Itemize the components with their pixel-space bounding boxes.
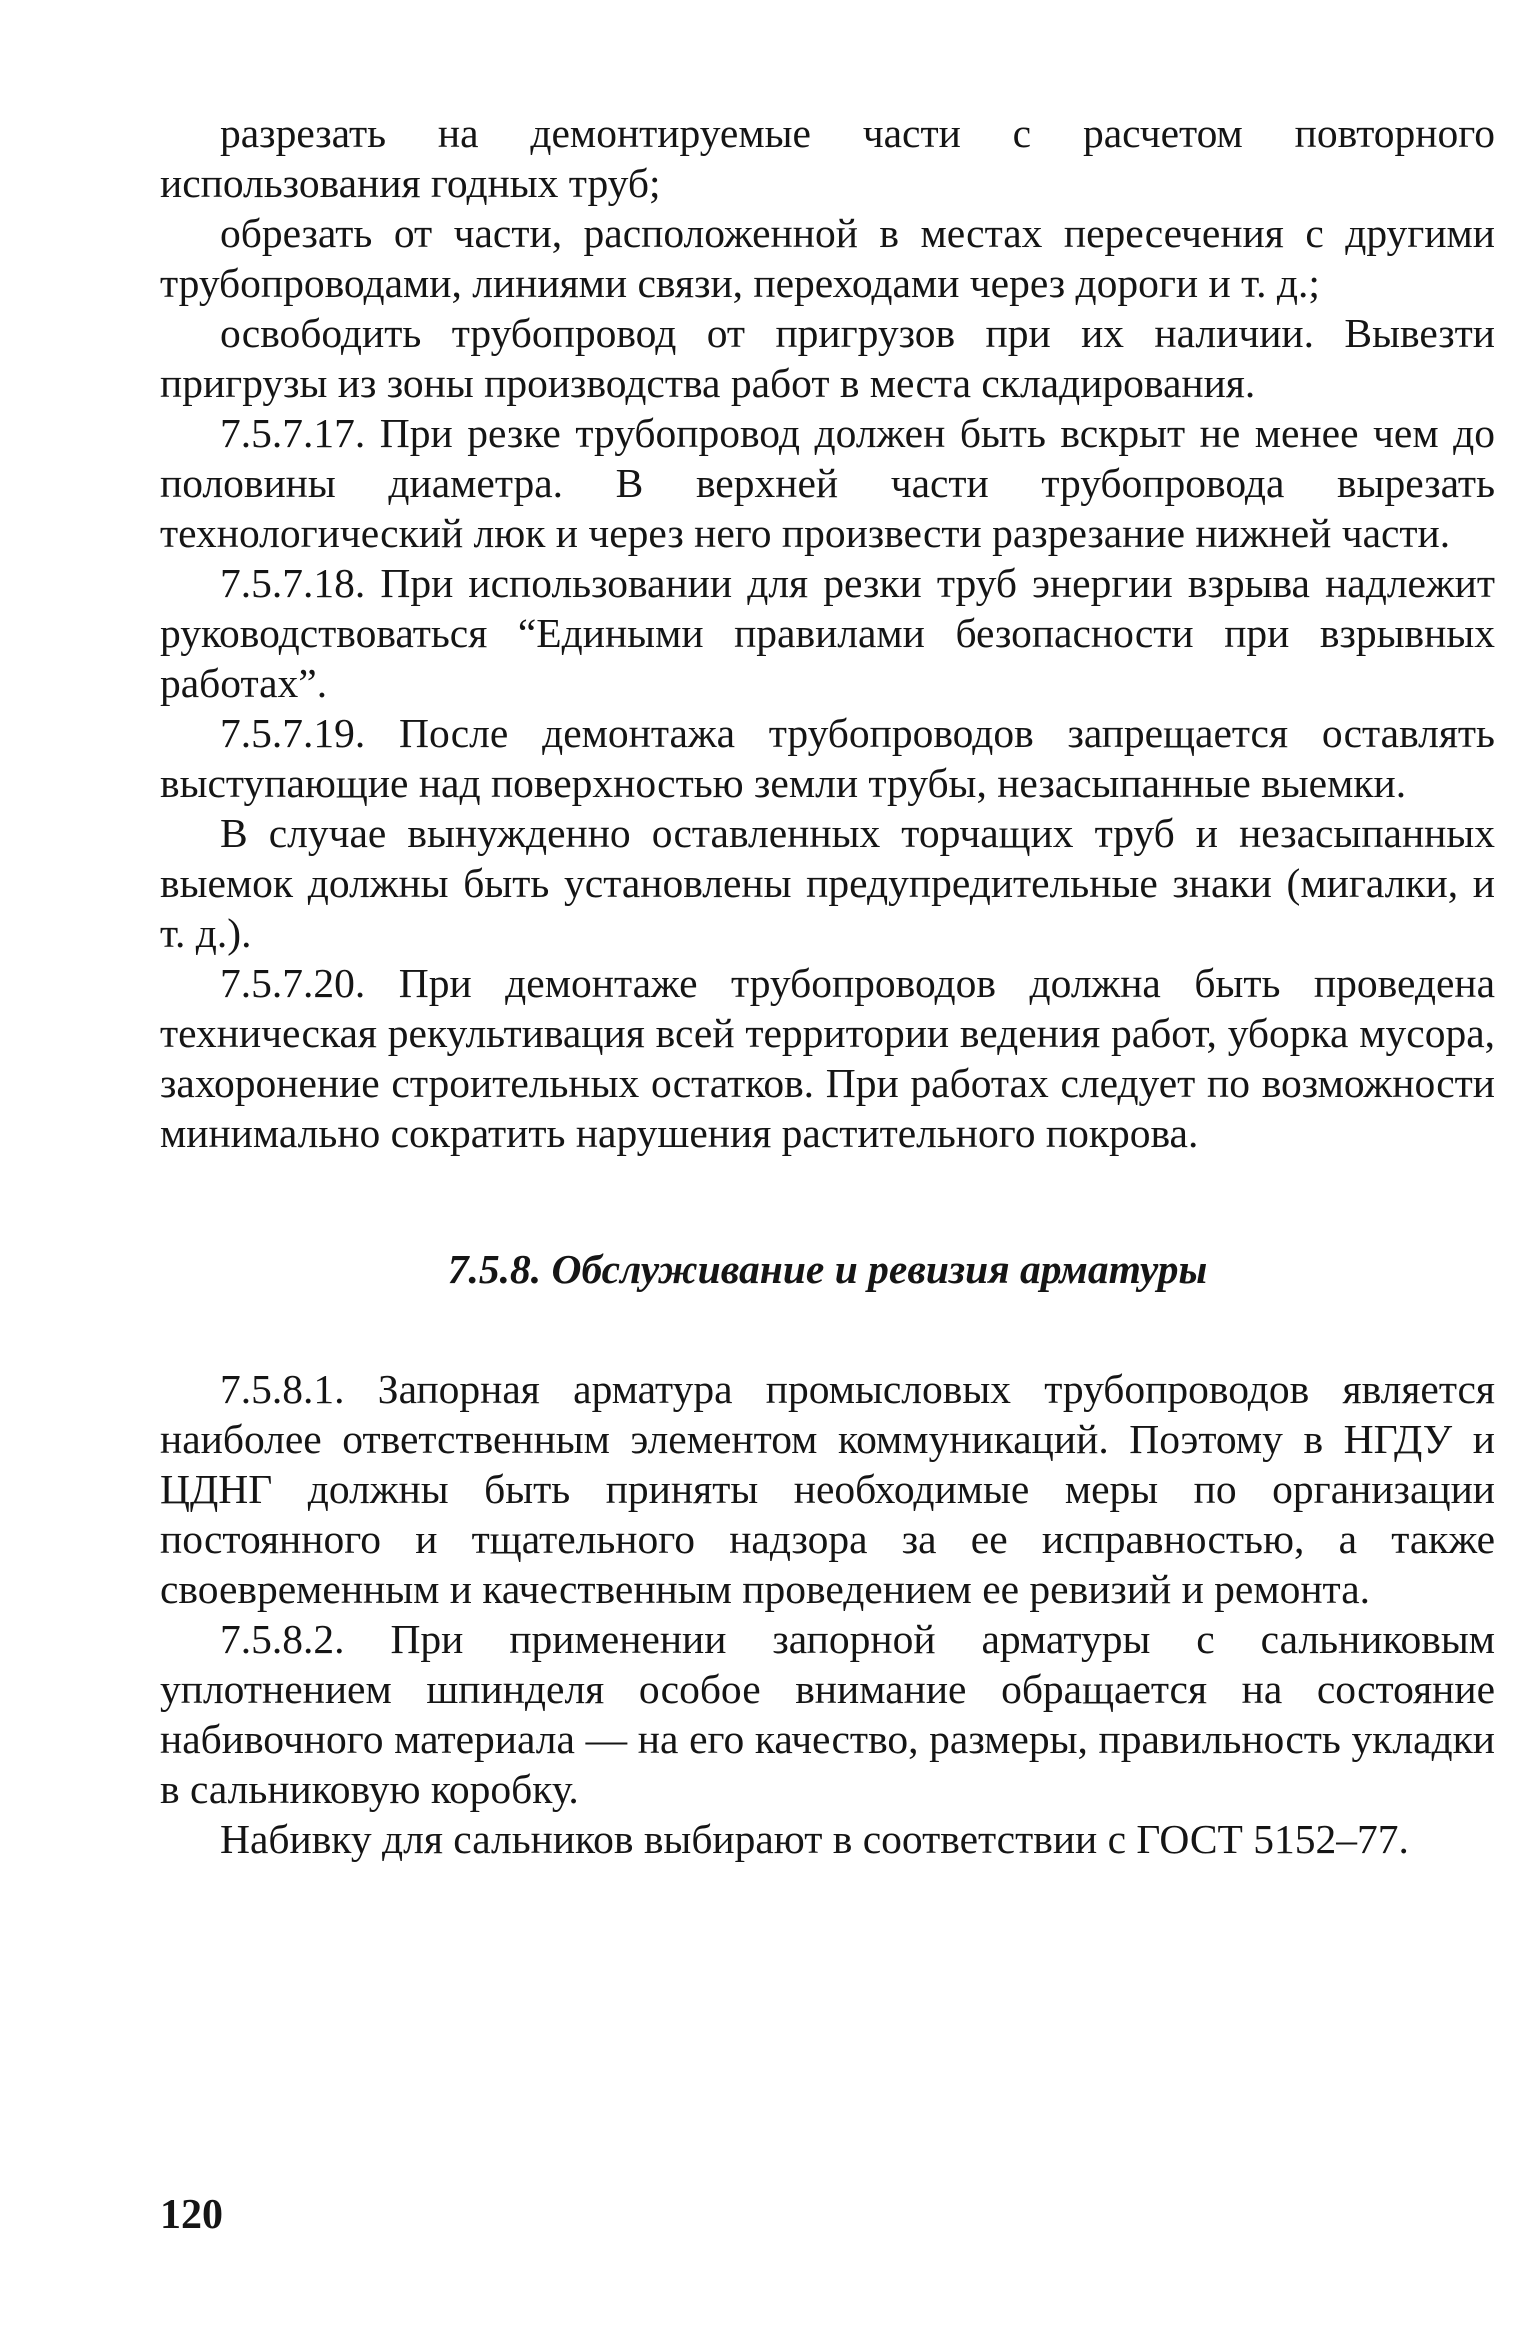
paragraph-7-5-7-20: 7.5.7.20. При демонтаже трубопроводов должна быть проведена техническая рекультивация всей территории ведения работ, уборка мусора, захоронение строительных остатков. При работах следует по возможности минимально сократить нарушения растительного покрова. [160,960,1495,1156]
paragraph-7-5-8-1: 7.5.8.1. Запорная арматура промысловых трубопроводов является наиболее ответственным элементом коммуникаций. Поэтому в НГДУ и ЦДНГ должны быть приняты необходимые меры по организации постоянного и тщательного надзора за ее исправностью, а также своевременным и качественным проведением ее ревизий и ремонта. [160,1366,1495,1612]
paragraph-gost: Набивку для сальников выбирают в соответствии с ГОСТ 5152–77. [220,1816,1409,1862]
paragraph-warning-signs: В случае вынужденно оставленных торчащих труб и незасыпанных выемок должны быть установлены предупредительные знаки (мигалки, и т. д.). [160,810,1495,956]
paragraph-7-5-7-18: 7.5.7.18. При использовании для резки труб энергии взрыва надлежит руководствоваться “Едиными правилами безопасности при взрывных работах”. [160,560,1495,706]
paragraph-free-weights: освободить трубопровод от пригрузов при их наличии. Вывезти пригрузы из зоны производства работ в места складирования. [160,310,1495,406]
paragraph-7-5-7-19: 7.5.7.19. После демонтажа трубопроводов запрещается оставлять выступающие над поверхностью земли трубы, незасыпанные выемки. [160,710,1495,806]
paragraph-7-5-7-17: 7.5.7.17. При резке трубопровод должен быть вскрыт не менее чем до половины диаметра. В верхней части трубопровода вырезать технологический люк и через него произвести разрезание нижней части. [160,410,1495,556]
paragraph-cut-intersections: обрезать от части, расположенной в местах пересечения с другими трубопроводами, линиями связи, переходами через дороги и т. д.; [160,210,1495,306]
page-body [160,108,1495,1864]
paragraph-7-5-8-2: 7.5.8.2. При применении запорной арматуры с сальниковым уплотнением шпинделя особое внимание обращается на состояние набивочного материала — на его качество, размеры, правильность укладки в сальниковую коробку. [160,1616,1495,1812]
section-heading: 7.5.8. Обслуживание и ревизия арматуры [447,1246,1208,1292]
paragraph-cut-parts: разрезать на демонтируемые части с расчетом повторного использования годных труб; [160,110,1495,206]
page-number: 120 [160,2192,223,2238]
